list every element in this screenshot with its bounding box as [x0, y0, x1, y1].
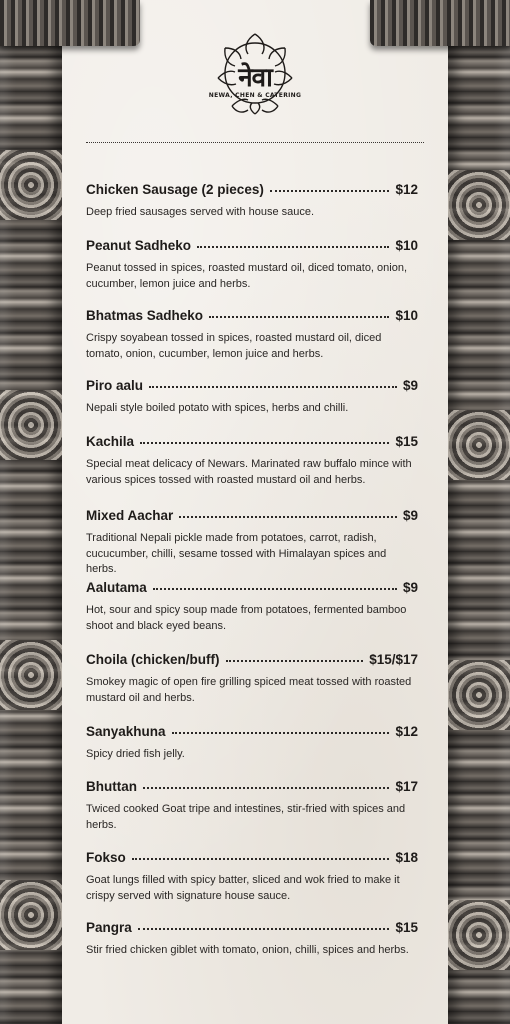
dot-leader: [197, 236, 389, 248]
item-name: Chicken Sausage (2 pieces): [86, 182, 264, 197]
logo-subtitle: NEWA, CHEN & CATERING: [208, 92, 302, 99]
item-description: Deep fried sausages served with house sauce.: [86, 206, 315, 218]
dot-leader: [132, 848, 390, 860]
menu-item: [86, 238, 418, 292]
left-carved-pillar: [0, 0, 62, 1024]
menu-item: [86, 580, 418, 634]
item-description: Stir fried chicken giblet with tomato, onion, chilli, spices and herbs.: [86, 944, 409, 956]
item-description: Nepali style boiled potato with spices, herbs and chilli.: [86, 402, 349, 414]
dot-leader: [140, 432, 389, 444]
menu-item: [86, 652, 418, 706]
dot-leader: [209, 306, 389, 318]
dot-leader: [138, 918, 390, 930]
item-name: Choila (chicken/buff): [86, 652, 220, 667]
item-name: Bhuttan: [86, 779, 137, 794]
item-description: Traditional Nepali pickle made from potatoes, carrot, radish, cucucumber, chilli, sesame tossed with Himalayan spices and herbs.: [86, 532, 387, 575]
item-price: $15: [395, 434, 418, 449]
item-description: Special meat delicacy of Newars. Marinated raw buffalo mince with various spices tossed with roasted mustard oil and herbs.: [86, 458, 412, 486]
item-price: $9: [402, 580, 418, 595]
item-name: Mixed Aachar: [86, 508, 174, 523]
dot-leader: [270, 180, 390, 192]
item-description: Crispy soyabean tossed in spices, roasted mustard oil, diced tomato, onion, cucumber, lemon juice and herbs.: [86, 332, 382, 360]
item-name: Bhatmas Sadheko: [86, 308, 204, 323]
menu-item: [86, 920, 418, 959]
item-name: Pangra: [86, 920, 132, 935]
menu-item: [86, 724, 418, 763]
logo-wordmark: नेवा: [238, 63, 272, 93]
item-price: $10: [395, 308, 418, 323]
dot-leader: [179, 506, 397, 518]
dotted-divider: [86, 142, 424, 143]
menu-item: [86, 508, 418, 578]
item-description: Goat lungs filled with spicy batter, sliced and wok fried to make it crispy served with signature house sauce.: [86, 874, 400, 902]
menu-item: [86, 378, 418, 417]
dot-leader: [149, 376, 397, 388]
item-price: $15/$17: [369, 652, 418, 667]
item-price: $12: [395, 182, 418, 197]
right-carved-pillar: [448, 0, 510, 1024]
menu-item: [86, 308, 418, 362]
menu-item: [86, 779, 418, 833]
dot-leader: [172, 722, 390, 734]
item-price: $12: [395, 724, 418, 739]
item-price: $15: [395, 920, 418, 935]
menu-item: [86, 850, 418, 904]
restaurant-logo: [208, 26, 302, 120]
item-price: $18: [395, 850, 418, 865]
item-name: Piro aalu: [86, 378, 144, 393]
item-name: Sanyakhuna: [86, 724, 166, 739]
menu-item: [86, 182, 418, 221]
item-price: $17: [395, 779, 418, 794]
item-description: Twiced cooked Goat tripe and intestines, stir-fried with spices and herbs.: [86, 803, 406, 831]
item-description: Peanut tossed in spices, roasted mustard oil, diced tomato, onion, cucumber, lemon juice and herbs.: [86, 262, 408, 290]
left-pillar-capital: [0, 0, 140, 46]
item-price: $9: [402, 378, 418, 393]
item-price: $10: [395, 238, 418, 253]
item-description: Spicy dried fish jelly.: [86, 748, 185, 760]
dot-leader: [153, 578, 397, 590]
item-description: Hot, sour and spicy soup made from potatoes, fermented bamboo shoot and black eyed beans.: [86, 604, 407, 632]
item-description: Smokey magic of open fire grilling spiced meat tossed with roasted mustard oil and herbs.: [86, 676, 412, 704]
item-name: Kachila: [86, 434, 135, 449]
dot-leader: [226, 650, 364, 662]
item-name: Fokso: [86, 850, 126, 865]
menu-item: [86, 434, 418, 488]
item-price: $9: [402, 508, 418, 523]
right-pillar-capital: [370, 0, 510, 46]
item-name: Aalutama: [86, 580, 147, 595]
item-name: Peanut Sadheko: [86, 238, 192, 253]
dot-leader: [143, 777, 389, 789]
